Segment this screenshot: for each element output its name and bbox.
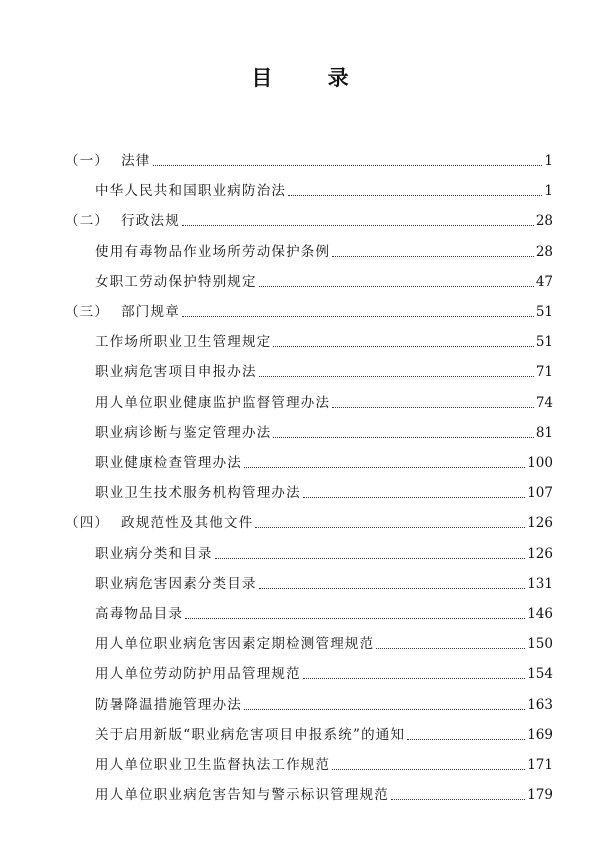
toc-entry-label: 用人单位职业健康监护监督管理办法: [95, 394, 331, 411]
toc-entry-title: [95, 756, 330, 774]
toc-section-number: （一）: [65, 153, 110, 169]
dot-leader: [185, 618, 525, 619]
toc-entry[interactable]: [95, 329, 553, 351]
dot-leader: [259, 376, 534, 377]
toc-entry[interactable]: [95, 178, 553, 200]
toc-entry-title: [95, 454, 242, 472]
toc-entry[interactable]: [95, 601, 553, 623]
dot-leader: [244, 709, 525, 710]
toc-page-number: 28: [535, 243, 553, 260]
toc-entry-label: 女职工劳动保护特别规定: [95, 273, 257, 290]
toc-entry-title: [95, 575, 257, 593]
toc-entry-title: [65, 514, 253, 532]
toc-entry[interactable]: [95, 480, 553, 502]
toc-entry-label: 职业健康检查管理办法: [95, 455, 242, 471]
toc-entry-label: 职业病危害因素分类目录: [95, 575, 257, 592]
toc-entry-label: 职业病诊断与鉴定管理办法: [95, 424, 272, 441]
toc-entry-label: 用人单位职业卫生监督执法工作规范: [95, 757, 331, 773]
toc-entry-label: 用人单位劳动防护用品管理规范: [95, 666, 301, 683]
toc-entry-title: [65, 152, 151, 170]
dot-leader: [407, 739, 525, 740]
toc-entry-label: 使用有毒物品作业场所劳动保护条例: [95, 243, 331, 260]
dot-leader: [153, 165, 543, 166]
toc-entry-title: [95, 484, 301, 502]
toc-entry[interactable]: [95, 420, 553, 442]
toc-section-heading[interactable]: [65, 208, 553, 230]
toc-entry-title: [95, 726, 405, 744]
toc-page-number: 126: [527, 545, 553, 562]
toc-entry[interactable]: [95, 631, 553, 653]
toc-entry-label: 法律: [121, 153, 151, 169]
dot-leader: [182, 225, 534, 226]
dot-leader: [255, 527, 525, 528]
toc-entry[interactable]: [95, 661, 553, 683]
toc-entry[interactable]: [95, 541, 553, 563]
toc-page-number: 100: [527, 455, 553, 471]
toc-entry-title: [95, 273, 257, 291]
toc-entry[interactable]: [95, 450, 553, 472]
toc-page-number: 107: [527, 485, 553, 502]
toc-entry-label: 部门规章: [121, 304, 180, 320]
toc-entry-title: [95, 786, 389, 804]
toc-page-number: 131: [527, 575, 553, 592]
dot-leader: [288, 195, 542, 196]
page-title: 目 录: [251, 66, 373, 90]
toc-entry-label: 工作场所职业卫生管理规定: [95, 334, 272, 351]
toc-entry[interactable]: [95, 359, 553, 381]
toc-page-number: 51: [535, 304, 553, 320]
toc-entry[interactable]: [95, 571, 553, 593]
toc-entry-title: [95, 333, 271, 351]
toc-entry-label: 职业病危害项目申报办法: [95, 364, 257, 381]
toc-section-heading[interactable]: [65, 148, 553, 170]
toc-entry[interactable]: [95, 752, 553, 774]
toc-entry-title: [95, 696, 242, 714]
toc-entry[interactable]: [95, 692, 553, 714]
toc-entry-label: 高毒物品目录: [95, 606, 184, 622]
toc-entry-label: 行政法规: [121, 213, 180, 230]
toc-page-number: 1: [544, 183, 553, 200]
toc-section-heading[interactable]: [65, 299, 553, 321]
dot-leader: [376, 648, 525, 649]
dot-leader: [332, 769, 525, 770]
toc-entry-title: [95, 605, 183, 623]
toc-page-number: 146: [527, 606, 553, 622]
toc-entry-title: [95, 665, 301, 683]
toc-page-number: 51: [535, 334, 553, 351]
toc-page-number: 154: [527, 666, 553, 683]
toc-entry[interactable]: [95, 782, 553, 804]
dot-leader: [332, 407, 534, 408]
dot-leader: [303, 497, 525, 498]
toc-page-number: 1: [544, 153, 553, 169]
toc-section-heading[interactable]: [65, 510, 553, 532]
toc-entry-title: [95, 363, 257, 381]
toc-section-number: （二）: [65, 213, 110, 230]
dot-leader: [273, 437, 533, 438]
toc-entry-title: [95, 635, 374, 653]
dot-leader: [303, 678, 525, 679]
toc-entry-label: 用人单位职业病危害告知与警示标识管理规范: [95, 787, 389, 804]
toc-section-number: （三）: [65, 304, 110, 320]
toc-page-number: 171: [527, 757, 553, 773]
dot-leader: [259, 588, 526, 589]
toc-page-number: 74: [535, 394, 553, 411]
toc-entry-label: 中华人民共和国职业病防治法: [95, 183, 287, 200]
toc-page-number: 28: [535, 213, 553, 230]
dot-leader: [182, 316, 534, 317]
toc-entry[interactable]: [95, 269, 553, 291]
toc-section-number: （四）: [65, 515, 110, 532]
dot-leader: [215, 558, 526, 559]
toc-entry-title: [95, 182, 286, 200]
toc-entry-title: [65, 303, 180, 321]
toc-page-number: 71: [535, 364, 553, 381]
toc-page-number: 126: [527, 515, 553, 532]
toc-entry-title: [95, 394, 330, 412]
toc-page-number: 47: [535, 273, 553, 290]
toc-entry-label: 防暑降温措施管理办法: [95, 696, 242, 713]
toc-entry-label: 职业卫生技术服务机构管理办法: [95, 485, 301, 502]
dot-leader: [244, 467, 525, 468]
toc-entry-title: [65, 212, 180, 230]
dot-leader: [332, 256, 534, 257]
toc-entry-title: [95, 424, 271, 442]
toc-page-number: 169: [527, 726, 553, 743]
toc-page-number: 163: [527, 696, 553, 713]
toc-entry[interactable]: [95, 722, 553, 744]
dot-leader: [391, 799, 525, 800]
toc-entry[interactable]: [95, 390, 553, 412]
dot-leader: [273, 346, 533, 347]
toc-entry-label: 用人单位职业病危害因素定期检测管理规范: [95, 636, 375, 653]
toc-entry-title: [95, 243, 330, 261]
toc-page-number: 150: [527, 636, 553, 653]
toc-page-number: 179: [527, 787, 553, 804]
toc-page-number: 81: [535, 424, 553, 441]
toc-entry-title: [95, 545, 213, 563]
toc-entry-label: 关于启用新版“职业病危害项目申报系统”的通知: [95, 726, 406, 743]
toc-entry[interactable]: [95, 239, 553, 261]
toc-entry-label: 政规范性及其他文件: [121, 515, 254, 532]
dot-leader: [259, 286, 534, 287]
toc-entry-label: 职业病分类和目录: [95, 545, 213, 562]
